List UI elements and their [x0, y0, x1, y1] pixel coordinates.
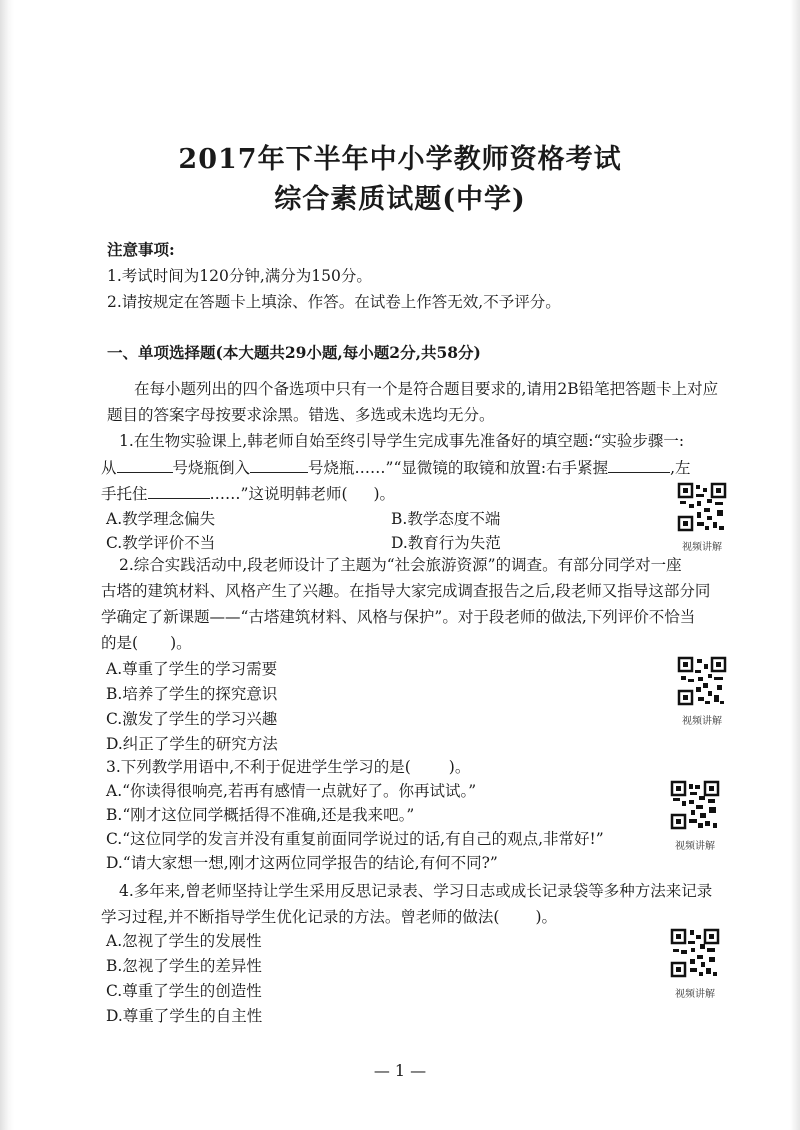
q3-option-c: C.“这位同学的发言并没有重复前面同学说过的话,有自己的观点,非常好!” [106, 830, 604, 848]
q4-stem-line-1: 4.多年来,曾老师坚持让学生采用反思记录表、学习日志或成长记录袋等多种方法来记录 [119, 882, 713, 900]
qr-code-icon[interactable] [670, 928, 720, 978]
q1-stem-line-3 [101, 483, 395, 504]
section-instructions-1: 在每小题列出的四个备选项中只有一个是符合题目要求的,请用2B铅笔把答题卡上对应 [134, 380, 719, 398]
q2-text: )。 [170, 634, 192, 652]
q1-text: 手托住 [101, 485, 148, 503]
q4-option-d: D.尊重了学生的自主性 [106, 1007, 263, 1025]
qr-code-icon[interactable] [677, 482, 727, 532]
q3-option-d: D.“请大家想一想,刚才这两位同学报告的结论,有何不同?” [106, 854, 498, 872]
q1-blank-3 [608, 457, 670, 473]
qr-caption: 视频讲解 [675, 841, 715, 852]
q1-blank-1 [117, 457, 173, 473]
exam-title: 2017年下半年中小学教师资格考试 [178, 144, 622, 175]
q2-option-b: B.培养了学生的探究意识 [106, 685, 278, 703]
q4-stem-line-2 [101, 907, 557, 927]
q1-stem-line-1: 1.在生物实验课上,韩老师自始至终引导学生完成事先准备好的填空题:“实验步骤一: [119, 432, 685, 450]
note-item-2: 2.请按规定在答题卡上填涂、作答。在试卷上作答无效,不予评分。 [107, 293, 561, 311]
q2-stem-line-4 [101, 633, 192, 653]
q2-stem-line-2: 古塔的建筑材料、风格产生了兴趣。在指导大家完成调查报告之后,段老师又指导这部分同 [101, 582, 711, 600]
qr-code-icon[interactable] [677, 656, 727, 706]
q1-text: 号烧瓶倒入 [172, 459, 251, 477]
q4-option-c: C.尊重了学生的创造性 [106, 982, 262, 1000]
q4-text: )。 [535, 908, 558, 926]
q1-stem-line-2 [101, 457, 691, 478]
q3-option-a: A.“你读得很响亮,若再有感情一点就好了。你再试试。” [106, 782, 477, 800]
q1-blank-4 [148, 483, 210, 499]
page-number: — 1 — [373, 1061, 427, 1080]
q4-option-b: B.忽视了学生的差异性 [106, 957, 262, 975]
qr-caption: 视频讲解 [675, 989, 715, 1000]
q1-option-c: C.教学评价不当 [106, 534, 216, 552]
exam-subtitle: 综合素质试题(中学) [274, 184, 526, 215]
q1-option-a: A.教学理念偏失 [106, 510, 216, 528]
qr-caption: 视频讲解 [682, 716, 722, 727]
qr-caption: 视频讲解 [682, 542, 722, 553]
q3-stem [106, 757, 470, 777]
q1-option-b: B.教学态度不端 [391, 510, 501, 528]
q4-option-a: A.忽视了学生的发展性 [106, 932, 262, 950]
q1-text: 号烧瓶……”“显微镜的取镜和放置:右手紧握 [308, 459, 609, 477]
q2-text: 的是( [101, 634, 139, 652]
q3-text: )。 [448, 758, 471, 776]
note-item-1: 1.考试时间为120分钟,满分为150分。 [107, 267, 372, 285]
section-title: 一、单项选择题(本大题共29小题,每小题2分,共58分) [107, 343, 481, 362]
qr-code-icon[interactable] [670, 780, 720, 830]
q2-stem-line-1: 2.综合实践活动中,段老师设计了主题为“社会旅游资源”的调查。有部分同学对一座 [119, 556, 682, 574]
q1-option-d: D.教育行为失范 [391, 534, 501, 552]
q4-text: 学习过程,并不断指导学生优化记录的方法。曾老师的做法( [101, 908, 500, 926]
q1-text: ,左 [670, 459, 691, 477]
q1-text: )。 [373, 485, 396, 503]
q2-option-d: D.纠正了学生的研究方法 [106, 735, 278, 753]
q3-option-b: B.“刚才这位同学概括得不准确,还是我来吧。” [106, 806, 415, 824]
q1-text: 从 [101, 459, 117, 477]
q3-text: 3.下列教学用语中,不利于促进学生学习的是( [106, 758, 411, 776]
q2-stem-line-3: 学确定了新课题——“古塔建筑材料、风格与保护”。对于段老师的做法,下列评价不恰当 [101, 608, 696, 626]
q1-blank-2 [250, 457, 308, 473]
section-instructions-2: 题目的答案字母按要求涂黑。错选、多选或未选均无分。 [107, 406, 495, 424]
q2-option-a: A.尊重了学生的学习需要 [106, 660, 278, 678]
q2-option-c: C.激发了学生的学习兴趣 [106, 710, 278, 728]
q1-text: ……”这说明韩老师( [209, 485, 348, 503]
notes-heading: 注意事项: [107, 240, 175, 259]
